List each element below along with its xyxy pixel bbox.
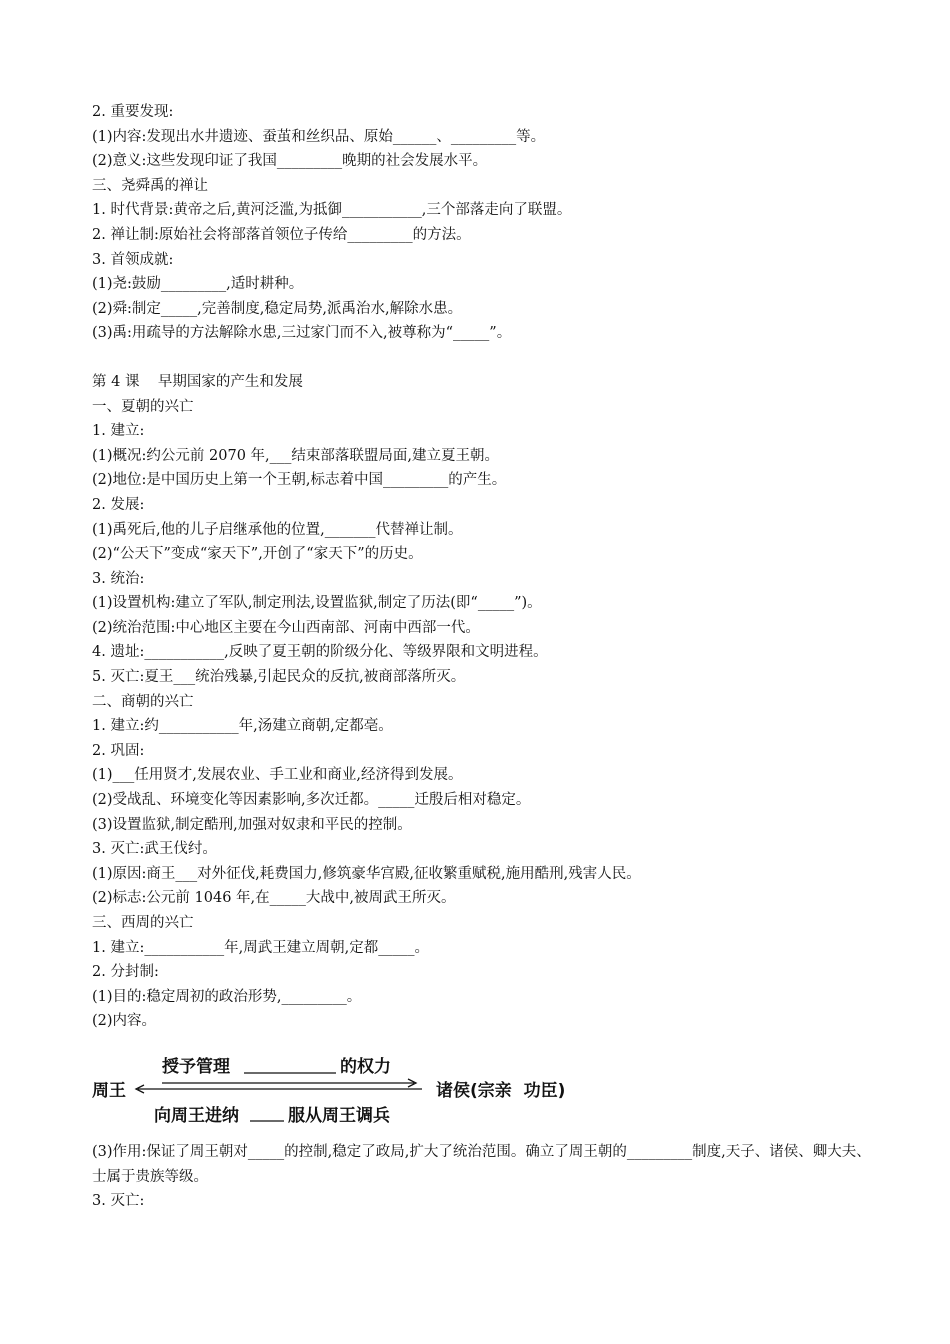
fengjian-diagram: [92, 1038, 872, 1134]
text-line: 5. 灭亡:夏王___统治残暴,引起民众的反抗,被商部落所灭。: [92, 669, 466, 686]
text-line: (2)受战乱、环境变化等因素影响,多次迁都。_____迁殷后相对稳定。: [92, 792, 531, 809]
text-line: 3. 灭亡:武王伐纣。: [92, 841, 217, 858]
text-line: (1)禹死后,他的儿子启继承他的位置,_______代替禅让制。: [92, 521, 463, 538]
text-line: 1. 时代背景:黄帝之后,黄河泛滥,为抵御___________,三个部落走向了联盟。: [92, 202, 572, 219]
section-heading: 三、尧舜禹的禅让: [92, 177, 208, 194]
section-zuoyong: [92, 1140, 872, 1214]
text-line: 2. 发展:: [92, 496, 145, 513]
text-line: 2. 重要发现:: [92, 104, 174, 120]
diagram-top-label-b: 的权力: [340, 1056, 391, 1077]
text-line: (3)禹:用疏导的方法解除水患,三过家门而不入,被尊称为“_____”。: [92, 325, 512, 342]
text-line: 3. 灭亡:: [92, 1193, 145, 1210]
diagram-right-label: 诸侯(宗亲 功臣): [436, 1080, 566, 1101]
text-line: 2. 巩固:: [92, 742, 145, 759]
text-line: 1. 建立:: [92, 423, 145, 440]
document-page: [92, 100, 872, 1214]
text-line: (2)意义:这些发现印证了我国_________晚期的社会发展水平。: [92, 153, 488, 170]
text-line: 3. 统治:: [92, 570, 145, 587]
text-line: (3)作用:保证了周王朝对_____的控制,稳定了政局,扩大了统治范围。确立了周王朝的_________制度,天子、诸侯、卿大夫、士属于贵族等级。: [92, 1143, 871, 1185]
diagram-bottom-label-b: 服从周王调兵: [288, 1105, 390, 1126]
text-line: (2)统治范围:中心地区主要在今山西南部、河南中西部一代。: [92, 619, 480, 636]
text-line: (1)设置机构:建立了军队,制定刑法,设置监狱,制定了历法(即“_____”)。: [92, 595, 542, 612]
text-line: 1. 建立:___________年,周武王建立周朝,定都_____。: [92, 939, 430, 956]
text-line: (1)概况:约公元前 2070 年,___结束部落联盟局面,建立夏王朝。: [92, 447, 500, 464]
text-line: (1)目的:稳定周初的政治形势,_________。: [92, 988, 362, 1005]
text-line: (2)地位:是中国历史上第一个王朝,标志着中国_________的产生。: [92, 472, 507, 489]
spacer: [92, 346, 872, 370]
diagram-bottom-label-a: 向周王进纳: [154, 1105, 239, 1126]
text-line: (1)尧:鼓励_________,适时耕种。: [92, 276, 304, 293]
text-line: (1)原因:商王___对外征伐,耗费国力,修筑豪华宫殿,征收繁重赋税,施用酷刑,残害人民。: [92, 865, 641, 882]
text-line: (3)设置监狱,制定酷刑,加强对奴隶和平民的控制。: [92, 816, 412, 833]
text-line: (2)“公天下”变成“家天下”,开创了“家天下”的历史。: [92, 546, 423, 563]
section-shunyu: [92, 100, 872, 346]
text-line: 3. 首领成就:: [92, 251, 174, 268]
text-line: 2. 分封制:: [92, 964, 159, 981]
text-line: (1)___任用贤才,发展农业、手工业和商业,经济得到发展。: [92, 767, 463, 784]
section-heading: 二、商朝的兴亡: [92, 693, 194, 710]
text-line: 1. 建立:约___________年,汤建立商朝,定都亳。: [92, 718, 393, 735]
text-line: 2. 禅让制:原始社会将部落首领位子传给_________的方法。: [92, 226, 471, 243]
text-line: (2)内容。: [92, 1013, 157, 1030]
diagram-top-label-a: 授予管理: [162, 1056, 230, 1077]
section-lesson-4: [92, 370, 872, 1034]
text-line: (2)舜:制定_____,完善制度,稳定局势,派禹治水,解除水患。: [92, 300, 463, 317]
section-heading: 一、夏朝的兴亡: [92, 398, 194, 415]
diagram-left-label: 周王: [92, 1080, 126, 1101]
section-heading: 三、西周的兴亡: [92, 915, 194, 931]
text-line: (2)标志:公元前 1046 年,在_____大战中,被周武王所灭。: [92, 890, 456, 907]
lesson-title: 第 4 课 早期国家的产生和发展: [92, 373, 303, 390]
text-line: (1)内容:发现出水井遗迹、蚕茧和丝织品、原始______、_________等。: [92, 128, 546, 145]
text-line: 4. 遗址:___________,反映了夏王朝的阶级分化、等级界限和文明进程。: [92, 644, 548, 661]
